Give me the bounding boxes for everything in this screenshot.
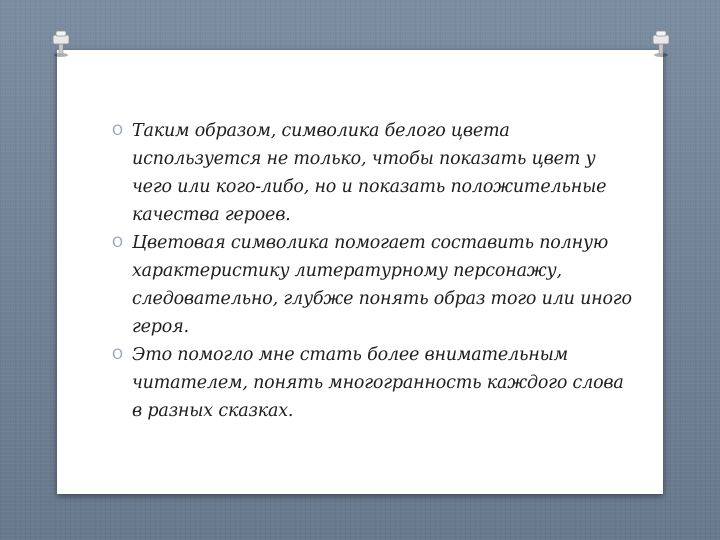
pushpin-icon: [650, 30, 672, 58]
bullet-list: [112, 117, 632, 425]
bullet-item: [112, 341, 632, 425]
bullet-item: [112, 117, 632, 229]
bullet-text: Это помогло мне стать более внимательным читателем, понять многогранность каждого слова в разных сказках.: [132, 345, 624, 421]
bullet-marker: O: [112, 235, 123, 251]
bullet-marker: O: [112, 347, 123, 363]
bullet-item: [112, 229, 632, 341]
bullet-text: Цветовая символика помогает составить полную характеристику литературному персонажу, следовательно, глубже понять образ того или иного героя.: [132, 233, 632, 337]
bullet-marker: O: [112, 123, 123, 139]
bullet-text: Таким образом, символика белого цвета используется не только, чтобы показать цвет у чего или кого-либо, но и показать положительные качества героев.: [132, 121, 607, 225]
pushpin-icon: [50, 30, 72, 58]
